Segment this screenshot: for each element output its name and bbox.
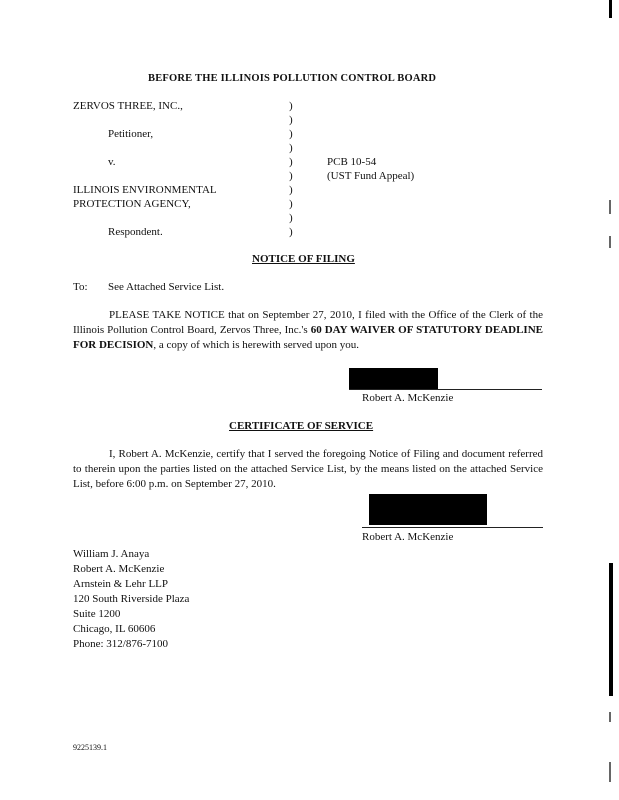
respondent-role: Respondent.: [108, 226, 163, 238]
counsel-line: Arnstein & Lehr LLP: [73, 578, 169, 590]
respondent-line1: ILLINOIS ENVIRONMENTAL: [73, 184, 217, 196]
notice-signer: Robert A. McKenzie: [362, 392, 454, 404]
scan-edge-mark: [609, 200, 611, 214]
certificate-title: CERTIFICATE OF SERVICE: [229, 420, 374, 432]
notice-title: NOTICE OF FILING: [252, 253, 355, 265]
scan-edge-mark: [609, 563, 613, 696]
notice-body-lead: PLEASE TAKE NOTICE that on September 27, 2010, I filed with the Office of the Clerk of the Illinois Pollution Control Board, Zervos Three, Inc.'s: [73, 309, 543, 336]
notice-body-tail: , a copy of which is herewith served upon you.: [153, 339, 359, 351]
redacted-signature: [349, 368, 438, 389]
certificate-body-text: I, Robert A. McKenzie, certify that I served the foregoing Notice of Filing and document referred to therein upon the parties listed on the attached Service List, by the means listed on the attached Service List, before 6:00 p.m. on September 27, 2010.: [73, 448, 543, 490]
to-label: To:: [73, 281, 88, 293]
certificate-body: [73, 447, 543, 492]
court-heading: BEFORE THE ILLINOIS POLLUTION CONTROL BOARD: [148, 73, 437, 84]
versus-label: v.: [108, 156, 116, 168]
signature-line: [349, 389, 542, 390]
counsel-line: Robert A. McKenzie: [73, 563, 165, 575]
case-type: (UST Fund Appeal): [327, 170, 415, 182]
scan-edge-mark: [609, 0, 612, 18]
redacted-signature: [369, 494, 487, 525]
certificate-signer: Robert A. McKenzie: [362, 531, 454, 543]
notice-body: [73, 308, 543, 353]
scan-edge-mark: [609, 762, 611, 782]
notice-body-bold: 60 DAY WAIVER OF STATUTORY DEADLINE FOR DECISION: [73, 324, 543, 351]
document-id: 9225139.1: [73, 743, 107, 752]
scan-edge-mark: [609, 712, 611, 722]
counsel-line: William J. Anaya: [73, 548, 150, 560]
petitioner-role: Petitioner,: [108, 128, 154, 140]
scan-edge-mark: [609, 236, 611, 248]
counsel-line: Phone: 312/876-7100: [73, 638, 169, 650]
counsel-line: Suite 1200: [73, 608, 121, 620]
case-number: PCB 10-54: [327, 156, 377, 168]
counsel-line: 120 South Riverside Plaza: [73, 593, 190, 605]
respondent-line2: PROTECTION AGENCY,: [73, 198, 191, 210]
signature-line: [362, 527, 543, 528]
to-value: See Attached Service List.: [108, 281, 225, 293]
counsel-line: Chicago, IL 60606: [73, 623, 156, 635]
petitioner-name: ZERVOS THREE, INC.,: [73, 100, 183, 112]
